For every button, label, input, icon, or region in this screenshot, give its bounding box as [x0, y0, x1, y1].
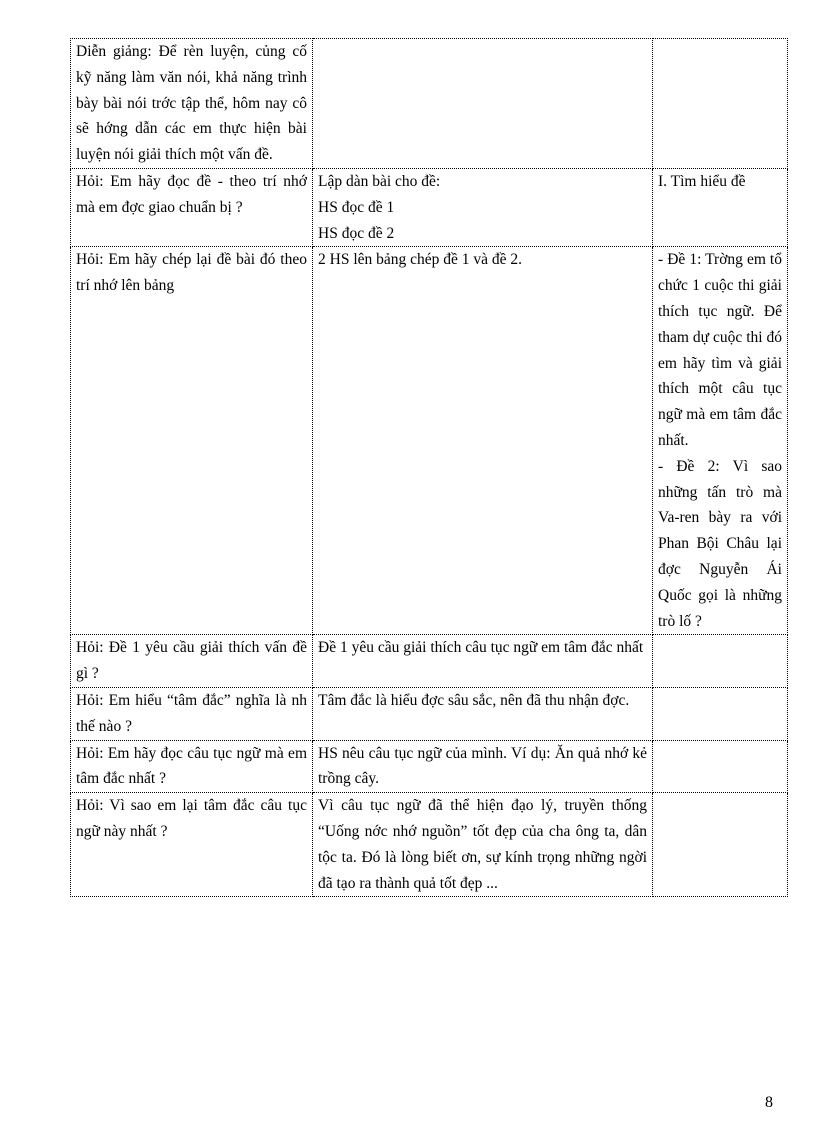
student-activity-text: HS nêu câu tục ngữ của mình. Ví dụ: Ăn quả nhớ kẻ trồng cây. — [318, 744, 647, 788]
student-activity-text: Vì câu tục ngữ đã thể hiện đạo lý, truyền thống “Uống nớc nhớ nguồn” tốt đẹp của cha ông ta, dân tộc ta. Đó là lòng biết ơn, sự kính trọng những ngời đã tạo ra thành quả tốt đẹp ... — [318, 797, 647, 892]
lesson-content-cell — [653, 793, 788, 897]
teacher-activity-text: Hỏi: Em hãy chép lại đề bài đó theo trí nhớ lên bảng — [76, 251, 307, 295]
student-activity-cell — [313, 39, 653, 169]
table-row — [71, 168, 788, 246]
teacher-activity-cell — [71, 740, 313, 793]
student-activity-text: HS đọc đề 2 — [318, 224, 395, 242]
table-row — [71, 793, 788, 897]
student-activity-text: Tâm đắc là hiểu đợc sâu sắc, nên đã thu nhận đợc. — [318, 691, 630, 709]
page-number: 8 — [765, 1094, 773, 1111]
student-activity-text: Đề 1 yêu cầu giải thích câu tục ngữ em tâm đắc nhất — [318, 639, 644, 657]
teacher-activity-text: Hỏi: Em hãy đọc đề - theo trí nhớ mà em đợc giao chuẩn bị ? — [76, 172, 307, 216]
topic-2-text: - Đề 2: Vì sao những tấn trò mà Va-ren bày ra với Phan Bội Châu lại đợc Nguyễn Ái Quốc gọi là những trò lố ? — [658, 457, 782, 630]
lesson-content-cell — [653, 635, 788, 688]
table-row — [71, 740, 788, 793]
student-activity-cell — [313, 635, 653, 688]
student-activity-cell — [313, 687, 653, 740]
lesson-content-cell — [653, 740, 788, 793]
teacher-activity-cell — [71, 247, 313, 635]
teacher-activity-text: Hỏi: Em hiểu “tâm đắc” nghĩa là nh thế nào ? — [76, 691, 307, 735]
teacher-activity-cell — [71, 39, 313, 169]
table-row — [71, 635, 788, 688]
student-activity-cell — [313, 168, 653, 246]
lesson-content-cell — [653, 39, 788, 169]
teacher-activity-text: Diễn giảng: Để rèn luyện, củng cố kỹ năng làm văn nói, khả năng trình bày bài nói trớc tập thể, hôm nay cô sẽ hớng dẫn các em thực hiện bài luyện nói giải thích một vấn đề. — [76, 43, 307, 164]
student-activity-cell — [313, 740, 653, 793]
student-activity-cell — [313, 793, 653, 897]
teacher-activity-text: Hỏi: Vì sao em lại tâm đắc câu tục ngữ này nhất ? — [76, 797, 307, 840]
table-row — [71, 39, 788, 169]
table-row — [71, 247, 788, 635]
teacher-activity-cell — [71, 635, 313, 688]
table-row — [71, 687, 788, 740]
student-activity-text: Lập dàn bài cho đề: — [318, 172, 441, 190]
section-heading: I. Tìm hiểu đề — [658, 172, 746, 190]
teacher-activity-cell — [71, 687, 313, 740]
student-activity-cell — [313, 247, 653, 635]
lesson-plan-body — [71, 39, 788, 897]
teacher-activity-cell — [71, 793, 313, 897]
student-activity-text: HS đọc đề 1 — [318, 198, 395, 216]
topic-1-text: - Đề 1: Trờng em tổ chức 1 cuộc thi giải thích tục ngữ. Để tham dự cuộc thi đó em hãy tìm và giải thích một câu tục ngữ mà em tâm đắc nhất. — [658, 251, 782, 449]
student-activity-text: 2 HS lên bảng chép đề 1 và đề 2. — [318, 251, 523, 269]
lesson-content-cell — [653, 168, 788, 246]
teacher-activity-text: Hỏi: Đề 1 yêu cầu giải thích vấn đề gì ? — [76, 639, 307, 683]
lesson-plan-table — [70, 38, 788, 897]
lesson-content-cell — [653, 687, 788, 740]
teacher-activity-text: Hỏi: Em hãy đọc câu tục ngữ mà em tâm đắc nhất ? — [76, 744, 307, 788]
lesson-content-cell — [653, 247, 788, 635]
teacher-activity-cell — [71, 168, 313, 246]
